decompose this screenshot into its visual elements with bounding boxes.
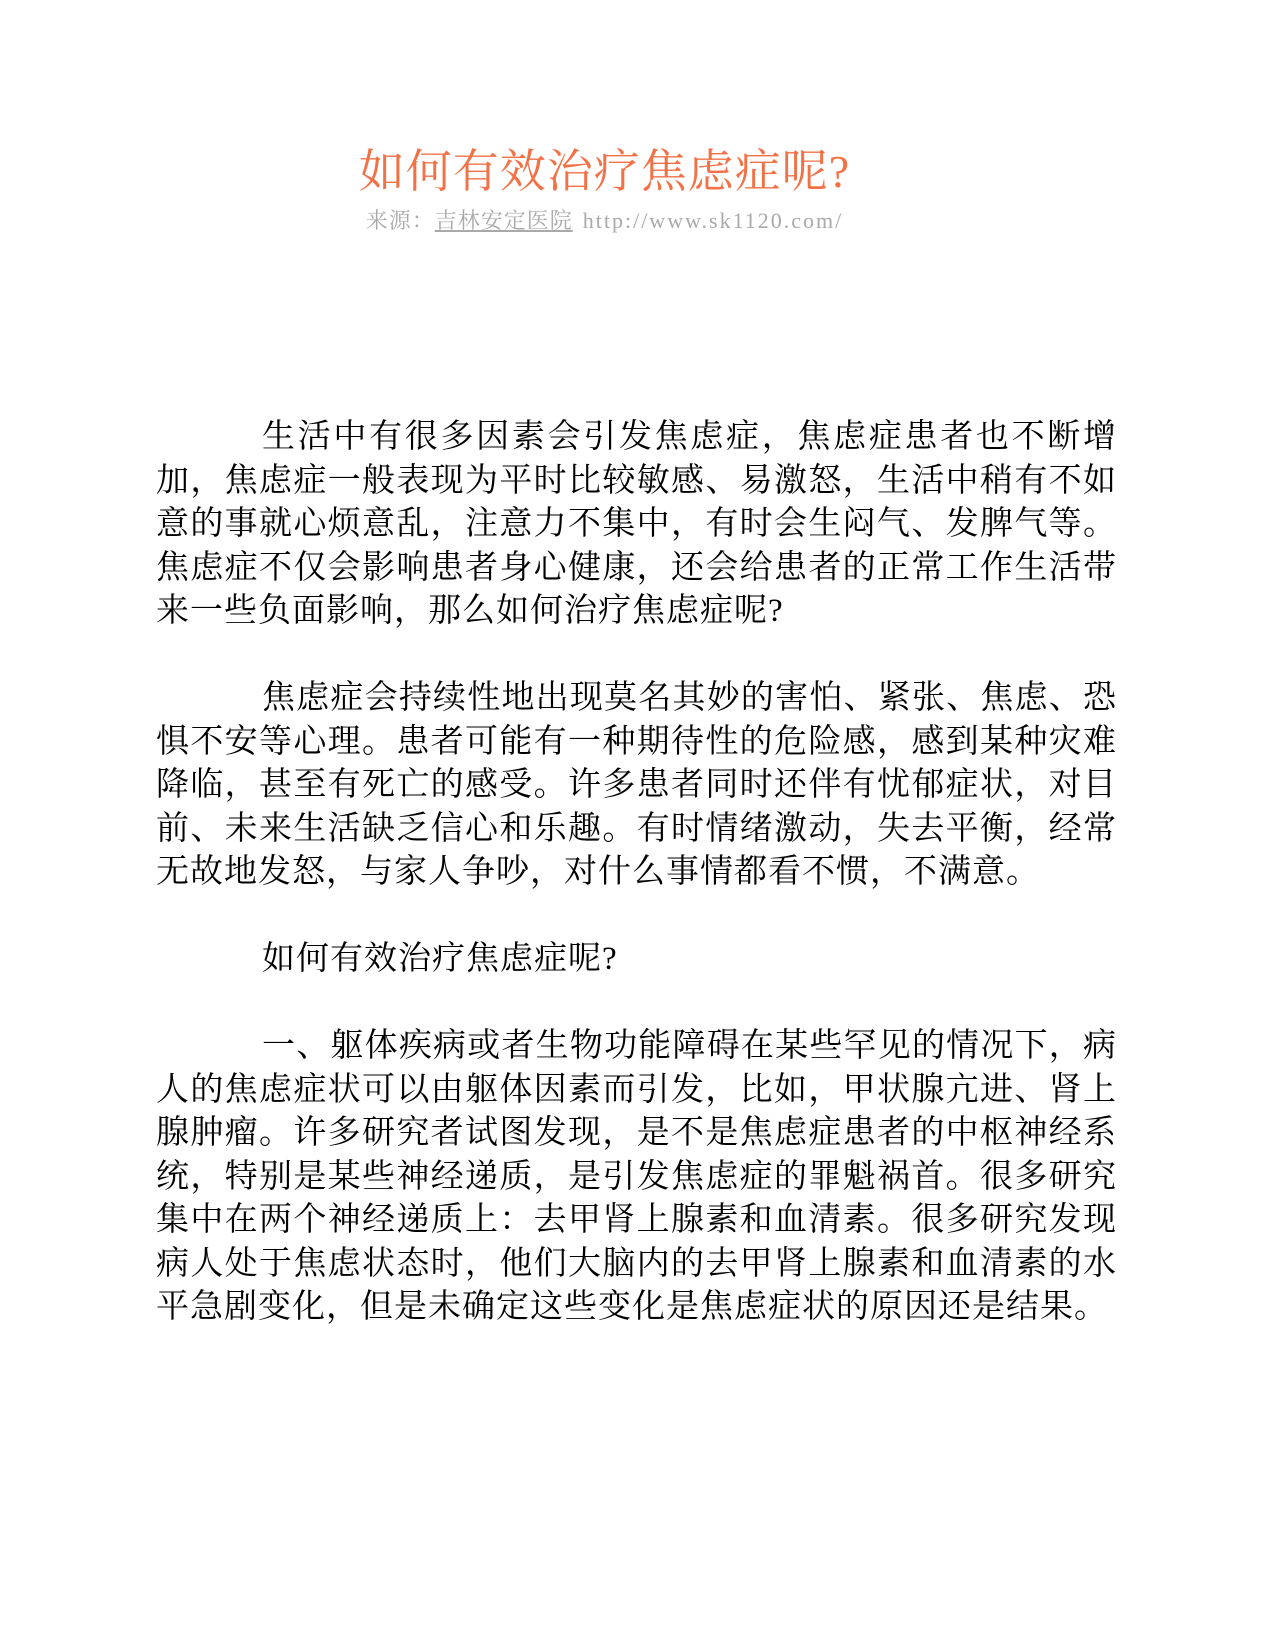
page-title: 如何有效治疗焦虑症呢? — [358, 146, 851, 197]
paragraph-causes: 一、躯体疾病或者生物功能障碍在某些罕见的情况下，病人的焦虑症状可以由躯体因素而引发，比如，甲状腺亢进、肾上腺肿瘤。许多研究者试图发现，是不是焦虑症患者的中枢神经系统，特别是某些神经递质，是引发焦虑症的罪魁祸首。很多研究集中在两个神经递质上：去甲肾上腺素和血清素。很多研究发现病人处于焦虑状态时，他们大脑内的去甲肾上腺素和血清素的水平急剧变化，但是未确定这些变化是焦虑症状的原因还是结果。 — [156, 1028, 1117, 1325]
paragraph-symptoms: 焦虑症会持续性地出现莫名其妙的害怕、紧张、焦虑、恐惧不安等心理。患者可能有一种期待性的危险感，感到某种灾难降临，甚至有死亡的感受。许多患者同时还伴有忧郁症状，对目前、未来生活缺乏信心和乐趣。有时情绪激动，失去平衡，经常无故地发怒，与家人争吵，对什么事情都看不惯，不满意。 — [156, 680, 1117, 890]
source-label: 来源： — [365, 208, 435, 233]
hospital-link[interactable]: 吉林安定医院 — [434, 208, 573, 233]
article-body — [156, 416, 1117, 1330]
source-line — [156, 206, 1053, 236]
article-header — [156, 0, 1117, 236]
paragraph-intro: 生活中有很多因素会引发焦虑症，焦虑症患者也不断增加，焦虑症一般表现为平时比较敏感、易激怒，生活中稍有不如意的事就心烦意乱，注意力不集中，有时会生闷气、发脾气等。焦虑症不仅会影响患者身心健康，还会给患者的正常工作生活带来一些负面影响，那么如何治疗焦虑症呢? — [156, 419, 1117, 629]
source-url: http://www.sk1120.com/ — [582, 208, 844, 233]
subheading-question: 如何有效治疗焦虑症呢? — [262, 941, 618, 977]
